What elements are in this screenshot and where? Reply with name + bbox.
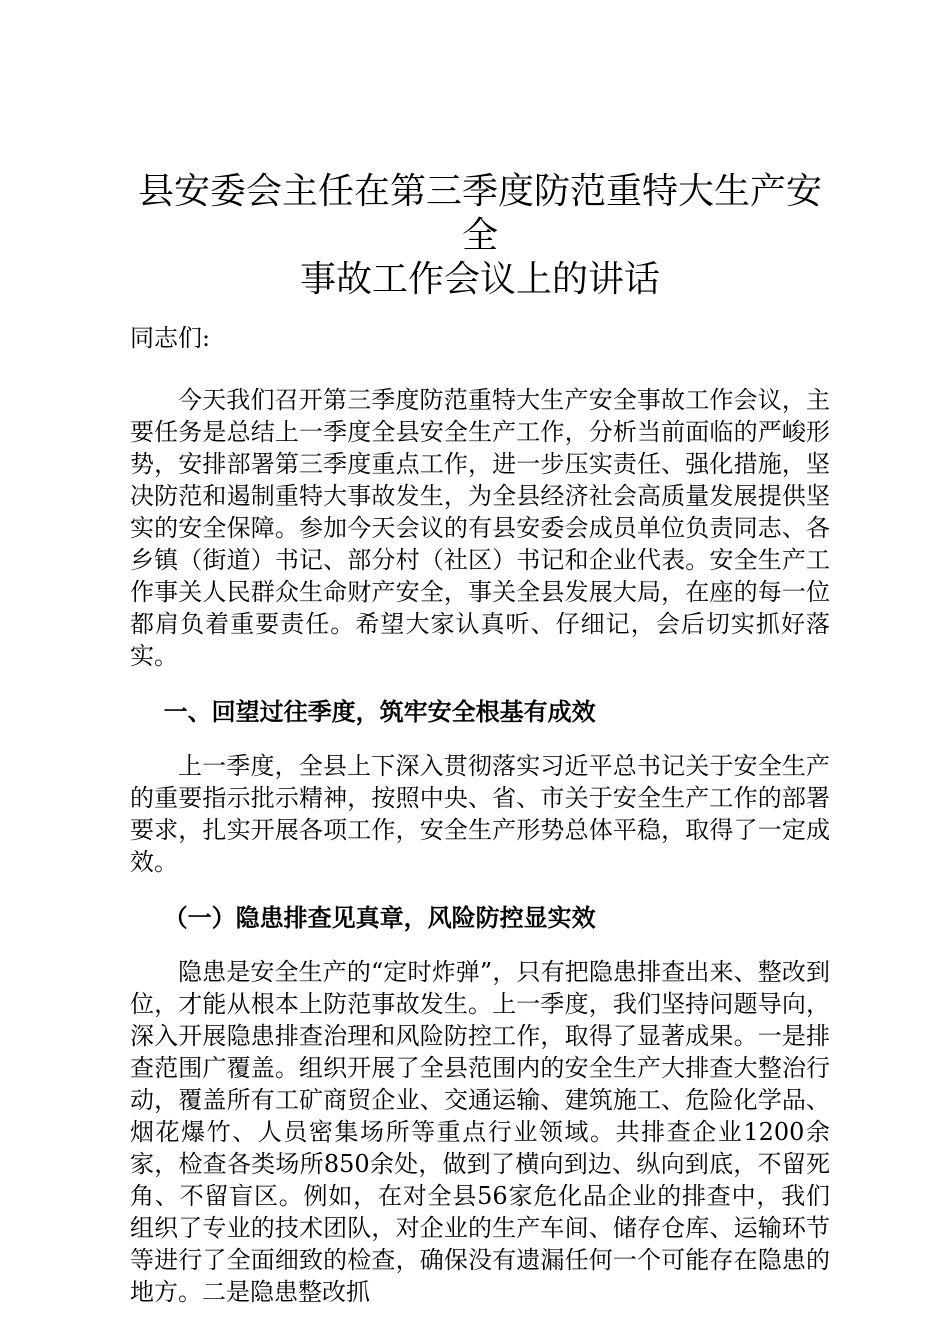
paragraph-section-1: 上一季度，全县上下深入贯彻落实习近平总书记关于安全生产的重要指示批示精神，按照中央、省、市关于安全生产工作的部署要求，扎实开展各项工作，安全生产形势总体平稳，取得了一定成效。 (130, 752, 830, 876)
title-line-1: 县安委会主任在第三季度防范重特大生产安全 (137, 171, 822, 256)
salutation: 同志们: (130, 324, 211, 352)
paragraph-subsection-1: 隐患是安全生产的“定时炸弹”，只有把隐患排查出来、整改到位，才能从根本上防范事故发生。上一季度，我们坚持问题导向，深入开展隐患排查治理和风险防控工作，取得了显著成果。一是排查范围广覆盖。组织开展了全县范围内的安全生产大排查大整治行动，覆盖所有工矿商贸企业、交通运输、建筑施工、危险化学品、烟花爆竹、人员密集场所等重点行业领域。共排查企业1200余家，检查各类场所850余处，做到了横向到边、纵向到底，不留死角、不留盲区。例如，在对全县56家危化品企业的排查中，我们组织了专业的技术团队，对企业的生产车间、储存仓库、运输环节等进行了全面细致的检查，确保没有遗漏任何一个可能存在隐患的地方。二是隐患整改抓 (130, 958, 830, 1306)
section-heading-1: 一、回望过往季度，筑牢安全根基有成效 (163, 698, 596, 726)
paragraph-intro: 今天我们召开第三季度防范重特大生产安全事故工作会议，主要任务是总结上一季度全县安全生产工作，分析当前面临的严峻形势，安排部署第三季度重点工作，进一步压实责任、强化措施，坚决防范和遏制重特大事故发生，为全县经济社会高质量发展提供坚实的安全保障。参加今天会议的有县安委会成员单位负责同志、各乡镇（街道）书记、部分村（社区）书记和企业代表。安全生产工作事关人民群众生命财产安全，事关全县发展大局，在座的每一位都肩负着重要责任。希望大家认真听、仔细记，会后切实抓好落实。 (130, 386, 830, 670)
title-line-2: 事故工作会议上的讲话 (299, 259, 660, 300)
document-title (130, 170, 830, 302)
subsection-heading-1: （一）隐患排查见真章，风险防控显实效 (163, 904, 596, 932)
document-page (130, 170, 830, 1308)
